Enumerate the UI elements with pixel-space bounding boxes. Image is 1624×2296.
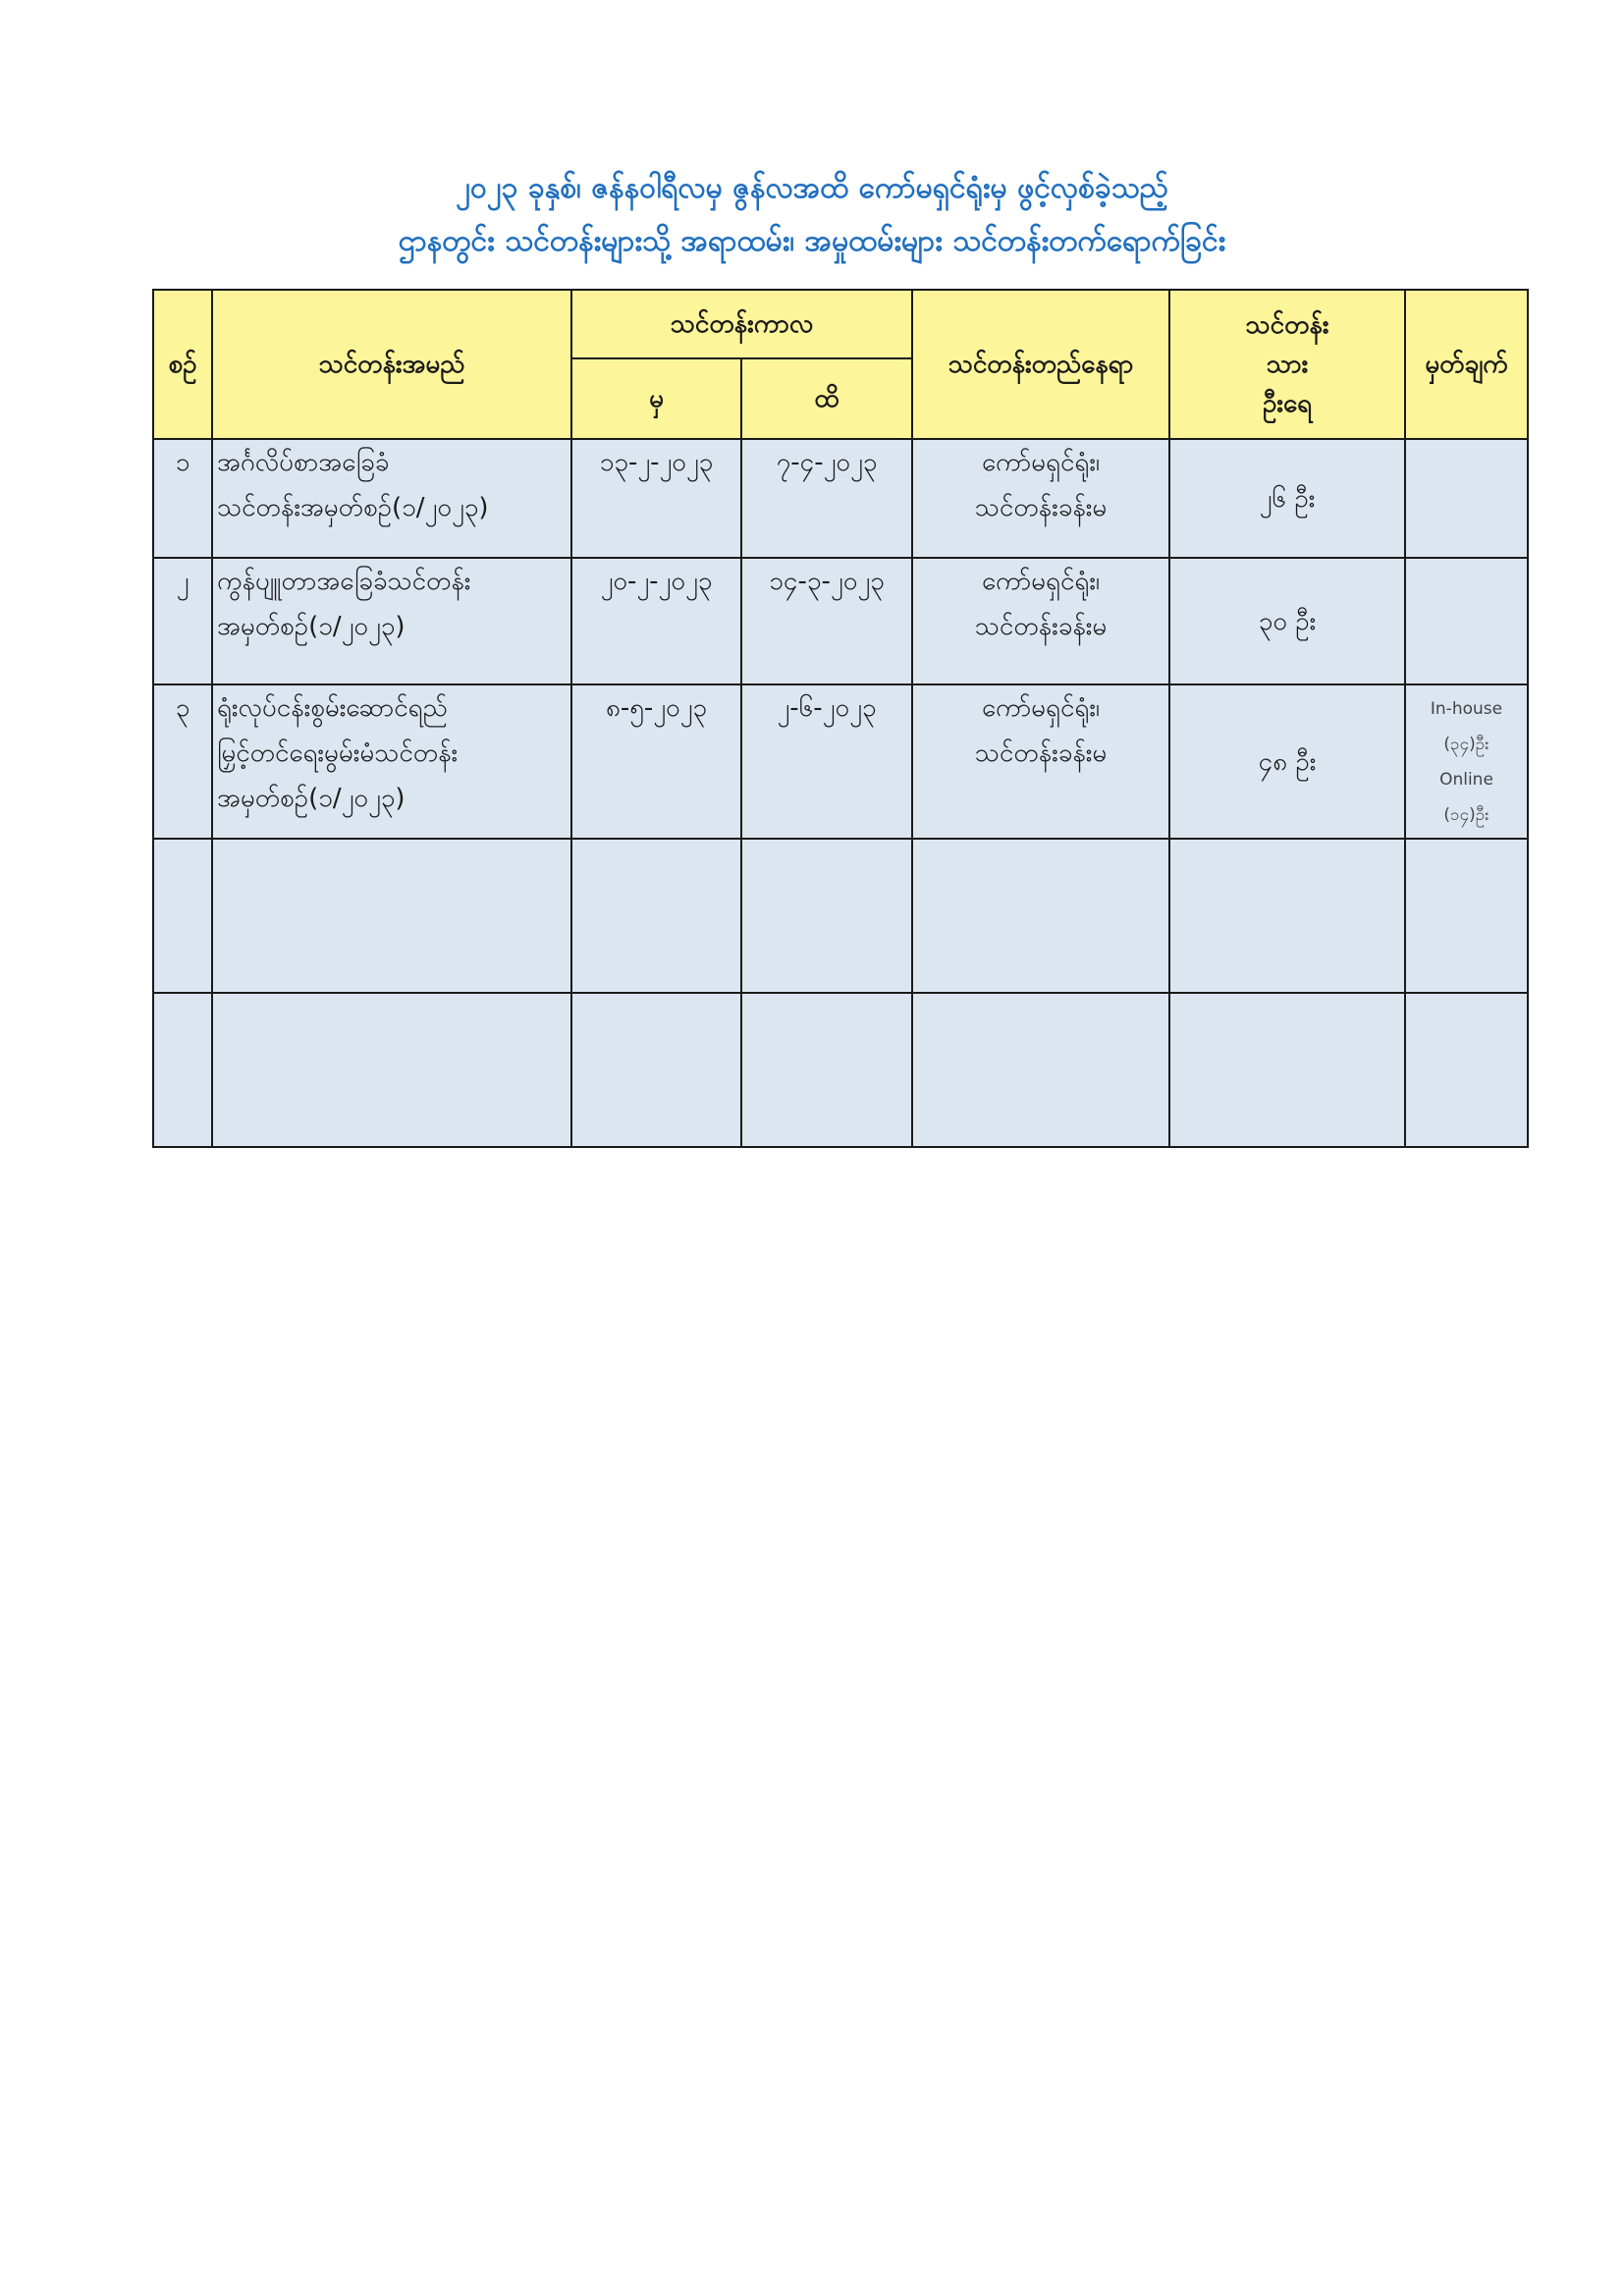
empty-cell (212, 993, 571, 1147)
header-count-line-1: သင်တန်း (1245, 310, 1329, 340)
row-name (212, 558, 571, 684)
header-no: စဉ် (153, 290, 212, 439)
header-place: သင်တန်းတည်နေရာ (912, 290, 1169, 439)
header-count-line-2: သား (1266, 350, 1309, 379)
row-remark (1405, 684, 1528, 839)
empty-cell (153, 993, 212, 1147)
empty-cell (912, 993, 1169, 1147)
row-place (912, 684, 1169, 839)
row-to: ၂-၆-၂၀၂၃ (741, 684, 912, 839)
header-count (1169, 290, 1405, 439)
table-row-empty (153, 993, 1528, 1147)
row-remark-line: (၁၄)ဦး (1443, 804, 1489, 825)
header-period: သင်တန်းကာလ (571, 290, 912, 358)
row-name-line: ကွန်ပျူတာအခြေခံသင်တန်း (217, 567, 471, 596)
header-to: ထိ (741, 358, 912, 439)
row-name-line: မြှင့်တင်ရေးမွမ်းမံသင်တန်း (217, 738, 459, 768)
empty-cell (212, 839, 571, 993)
row-place-line: သင်တန်းခန်းမ (974, 493, 1108, 522)
training-table (152, 289, 1529, 1148)
empty-cell (571, 993, 741, 1147)
empty-cell (1169, 993, 1405, 1147)
empty-cell (741, 839, 912, 993)
row-place-line: သင်တန်းခန်းမ (974, 612, 1108, 641)
table-row (153, 684, 1528, 839)
row-name-line: ရုံးလုပ်ငန်းစွမ်းဆောင်ရည် (217, 693, 448, 723)
row-no: ၃ (153, 684, 212, 839)
table-row-empty (153, 839, 1528, 993)
row-from: ၈-၅-၂၀၂၃ (571, 684, 741, 839)
row-place-line: ကော်မရှင်ရုံး၊ (981, 693, 1101, 723)
row-name-line: အမှတ်စဉ်(၁/၂၀၂၃) (217, 784, 406, 813)
header-row-1 (153, 290, 1528, 358)
empty-cell (1405, 839, 1528, 993)
table-row (153, 439, 1528, 558)
empty-cell (912, 839, 1169, 993)
row-name-line: သင်တန်းအမှတ်စဉ်(၁/၂၀၂၃) (217, 493, 489, 522)
row-remark (1405, 558, 1528, 684)
row-name (212, 439, 571, 558)
row-place-line: ကော်မရှင်ရုံး၊ (981, 567, 1101, 596)
row-name-line: အင်္ဂလိပ်စာအခြေခံ (217, 448, 390, 477)
row-count: ၃၀ ဦး (1169, 558, 1405, 684)
row-remark-line: In-house (1430, 698, 1503, 719)
row-count: ၄၈ ဦး (1169, 684, 1405, 839)
empty-cell (571, 839, 741, 993)
document-title (0, 162, 1624, 268)
header-count-line-3: ဦးရေ (1262, 389, 1313, 418)
row-count: ၂၆ ဦး (1169, 439, 1405, 558)
empty-cell (1405, 993, 1528, 1147)
row-to: ၁၄-၃-၂၀၂၃ (741, 558, 912, 684)
row-from: ၁၃-၂-၂၀၂၃ (571, 439, 741, 558)
row-to: ၇-၄-၂၀၂၃ (741, 439, 912, 558)
row-remark-line: (၃၄)ဦး (1443, 734, 1489, 754)
header-remark: မှတ်ချက် (1405, 290, 1528, 439)
title-line-2: ဌာနတွင်း သင်တန်းများသို့ အရာထမ်း၊ အမှုထမ်းများ သင်တန်းတက်ရောက်ခြင်း (398, 224, 1226, 258)
header-from: မှ (571, 358, 741, 439)
title-line-1: ၂၀၂၃ ခုနှစ်၊ ဇန်နဝါရီလမှ ဇွန်လအထိ ကော်မရှင်ရုံးမှ ဖွင့်လှစ်ခဲ့သည့် (456, 171, 1168, 205)
row-from: ၂၀-၂-၂၀၂၃ (571, 558, 741, 684)
row-no: ၂ (153, 558, 212, 684)
row-no: ၁ (153, 439, 212, 558)
table-row (153, 558, 1528, 684)
row-name-line: အမှတ်စဉ်(၁/၂၀၂၃) (217, 612, 406, 641)
row-remark-line: Online (1439, 769, 1493, 790)
row-remark (1405, 439, 1528, 558)
empty-cell (153, 839, 212, 993)
row-place-line: သင်တန်းခန်းမ (974, 738, 1108, 768)
empty-cell (741, 993, 912, 1147)
empty-cell (1169, 839, 1405, 993)
row-place (912, 558, 1169, 684)
row-place-line: ကော်မရှင်ရုံး၊ (981, 448, 1101, 477)
header-name: သင်တန်းအမည် (212, 290, 571, 439)
row-name (212, 684, 571, 839)
row-place (912, 439, 1169, 558)
